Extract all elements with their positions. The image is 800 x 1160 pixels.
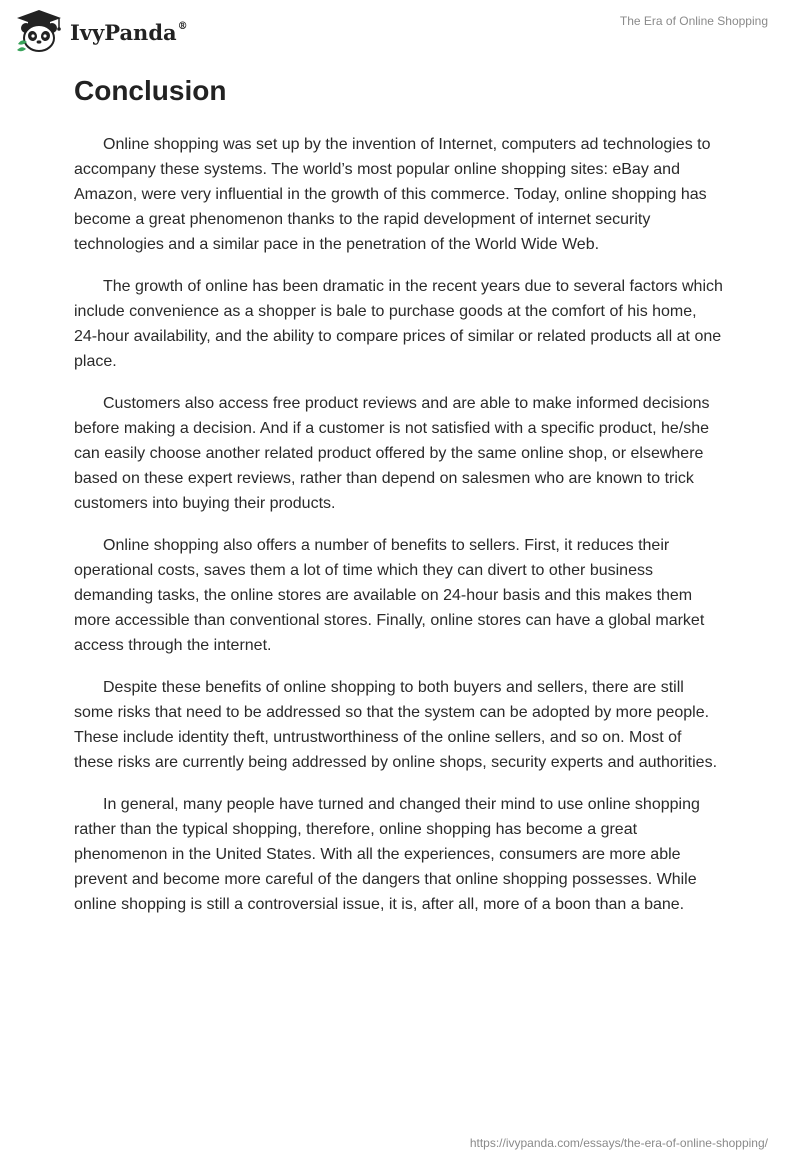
article-body (74, 72, 724, 934)
document-title: The Era of Online Shopping (619, 14, 768, 28)
paragraph: Customers also access free product reviews and are able to make informed decisions before making a decision. And if a customer is not satisfied with a specific product, he/she can easily choose another related product offered by the same online shop, or elsewhere based on these expert reviews, rather than depend on salesmen who are known to trick customers into buying their products. (74, 395, 710, 512)
paragraph: In general, many people have turned and changed their mind to use online shopping rather than the typical shopping, therefore, online shopping has become a great phenomenon in the United States. With all the experiences, consumers are more able prevent and become more careful of the dangers that online shopping possesses. While online shopping is still a controversial issue, it is, after all, more of a boon than a bane. (74, 796, 700, 913)
paragraph: Online shopping was set up by the invention of Internet, computers ad technologies to accompany these systems. The world’s most popular online shopping sites: eBay and Amazon, were very influential in the growth of this commerce. Today, online shopping has become a great phenomenon thanks to the rapid development of internet security technologies and a similar pace in the penetration of the World Wide Web. (74, 136, 711, 253)
section-heading: Conclusion (74, 75, 227, 106)
ivypanda-logo[interactable] (14, 8, 188, 54)
paragraph: The growth of online has been dramatic in the recent years due to several factors which include convenience as a shopper is bale to purchase goods at the comfort of his home, 24-hour availability, and the ability to compare prices of similar or related products all at one place. (74, 278, 723, 370)
source-url[interactable]: https://ivypanda.com/essays/the-era-of-online-shopping/ (469, 1136, 768, 1150)
paragraph: Despite these benefits of online shopping to both buyers and sellers, there are still some risks that need to be addressed so that the system can be adopted by more people. These include identity theft, untrustworthiness of the online sellers, and so on. Most of these risks are currently being addressed by online shops, security experts and authorities. (74, 679, 718, 771)
registered-mark: ® (177, 20, 188, 32)
panda-graduate-icon (14, 8, 64, 54)
paragraph: Online shopping also offers a number of benefits to sellers. First, it reduces their operational costs, saves them a lot of time which they can divert to other business demanding tasks, the online stores are available on 24-hour basis and this makes them more accessible than conventional stores. Finally, online stores can have a global market access through the internet. (74, 537, 705, 654)
brand-name: IvyPanda® (70, 19, 188, 45)
page-header (0, 0, 800, 60)
